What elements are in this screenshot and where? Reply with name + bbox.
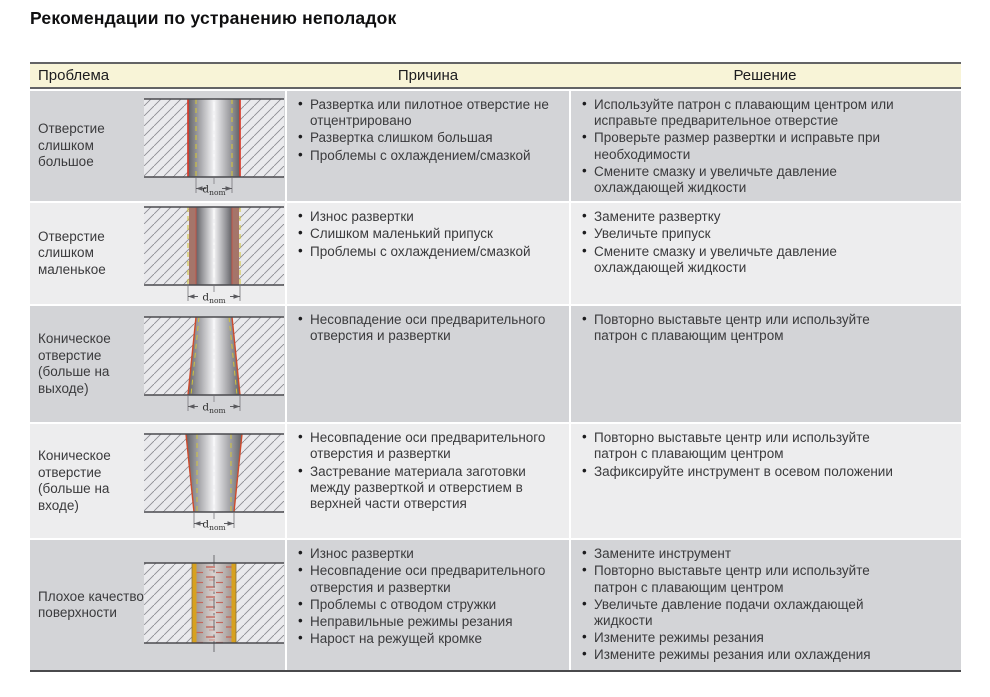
svg-text:dnom: $d_{nom}$ (202, 518, 226, 532)
table-row (30, 91, 961, 201)
cause-cell (287, 203, 569, 304)
problem-cell (30, 91, 285, 201)
solution-item: • Увеличьте давление подачи охлаждающей жидкости (581, 597, 905, 629)
cause-list (297, 430, 557, 512)
problem-cell (30, 306, 285, 422)
solution-item: • Повторно выставьте центр или используйте патрон с плавающим центром (581, 563, 905, 595)
table-row (30, 540, 961, 670)
problem-label: Коническое отверстие (больше на входе) (38, 448, 111, 513)
solution-list (581, 430, 905, 480)
cause-list (297, 209, 557, 260)
solution-cell (571, 203, 961, 304)
cause-item: • Развертка слишком большая (297, 130, 557, 146)
diagram-poor-surface-finish (144, 555, 284, 655)
solution-item: • Замените развертку (581, 209, 905, 225)
solution-item: • Повторно выставьте центр или используйте патрон с плавающим центром (581, 312, 905, 344)
solution-cell (571, 91, 961, 201)
cause-item: • Износ развертки (297, 546, 557, 562)
cause-cell (287, 540, 569, 670)
solution-cell (571, 540, 961, 670)
svg-text:dnom: $d_{nom}$ (202, 401, 226, 415)
diagram-hole-too-large (144, 96, 284, 196)
svg-text:dnom: $d_{nom}$ (202, 291, 226, 304)
solution-item: • Измените режимы резания (581, 630, 905, 646)
diagram-hole-too-small (144, 204, 284, 304)
diagram-tapered-hole-larger-at-entry (144, 431, 284, 531)
problem-label: Коническое отверстие (больше на выходе) (38, 331, 111, 396)
cause-item: • Проблемы с охлаждением/смазкой (297, 244, 557, 260)
column-header-problem: Проблема (38, 67, 110, 84)
table-body (30, 91, 961, 670)
table-header-row (30, 62, 961, 89)
solution-item: • Увеличьте припуск (581, 226, 905, 242)
cause-item: • Неправильные режимы резания (297, 614, 557, 630)
cause-item: • Несовпадение оси предварительного отверстия и развертки (297, 312, 557, 344)
solution-item: • Зафиксируйте инструмент в осевом положении (581, 464, 905, 480)
diagram-tapered-hole-larger-at-exit (144, 314, 284, 414)
solution-cell (571, 424, 961, 538)
column-header-cause: Причина (397, 67, 459, 84)
solution-list (581, 546, 905, 663)
solution-item: • Замените инструмент (581, 546, 905, 562)
solution-item: • Смените смазку и увеличьте давление охлаждающей жидкости (581, 164, 905, 196)
problem-cell (30, 203, 285, 304)
solution-item: • Используйте патрон с плавающим центром или исправьте предварительное отверстие (581, 97, 905, 129)
cause-item: • Проблемы с отводом стружки (297, 597, 557, 613)
cause-item: • Нарост на режущей кромке (297, 631, 557, 647)
svg-text:dnom: $d_{nom}$ (202, 183, 226, 197)
problem-label: Отверстие слишком маленькое (38, 228, 106, 277)
table-row (30, 203, 961, 304)
cause-cell (287, 424, 569, 538)
solution-item: • Измените режимы резания или охлаждения (581, 647, 905, 663)
problem-cell (30, 540, 285, 670)
cause-list (297, 97, 557, 164)
solution-cell (571, 306, 961, 422)
cause-cell (287, 91, 569, 201)
cause-item: • Несовпадение оси предварительного отверстия и развертки (297, 430, 557, 462)
cause-item: • Застревание материала заготовки между разверткой и отверстием в верхней части отверстия (297, 464, 557, 513)
table-row (30, 424, 961, 538)
cause-item: • Развертка или пилотное отверстие не отцентрировано (297, 97, 557, 129)
cause-item: • Несовпадение оси предварительного отверстия и развертки (297, 563, 557, 595)
cause-list (297, 312, 557, 344)
cause-list (297, 546, 557, 647)
table-row (30, 306, 961, 422)
column-header-solution: Решение (733, 67, 797, 84)
solution-list (581, 312, 905, 344)
solution-item: • Смените смазку и увеличьте давление охлаждающей жидкости (581, 244, 905, 276)
solution-list (581, 209, 905, 276)
problem-label: Плохое качество поверхности (38, 588, 144, 621)
troubleshooting-table (30, 62, 961, 672)
cause-cell (287, 306, 569, 422)
solution-item: • Повторно выставьте центр или используйте патрон с плавающим центром (581, 430, 905, 462)
cause-item: • Износ развертки (297, 209, 557, 225)
solution-list (581, 97, 905, 196)
solution-item: • Проверьте размер развертки и исправьте при необходимости (581, 130, 905, 162)
problem-cell (30, 424, 285, 538)
problem-label: Отверстие слишком большое (38, 121, 105, 170)
page-title: Рекомендации по устранению неполадок (30, 8, 397, 28)
cause-item: • Проблемы с охлаждением/смазкой (297, 148, 557, 164)
cause-item: • Слишком маленький припуск (297, 226, 557, 242)
